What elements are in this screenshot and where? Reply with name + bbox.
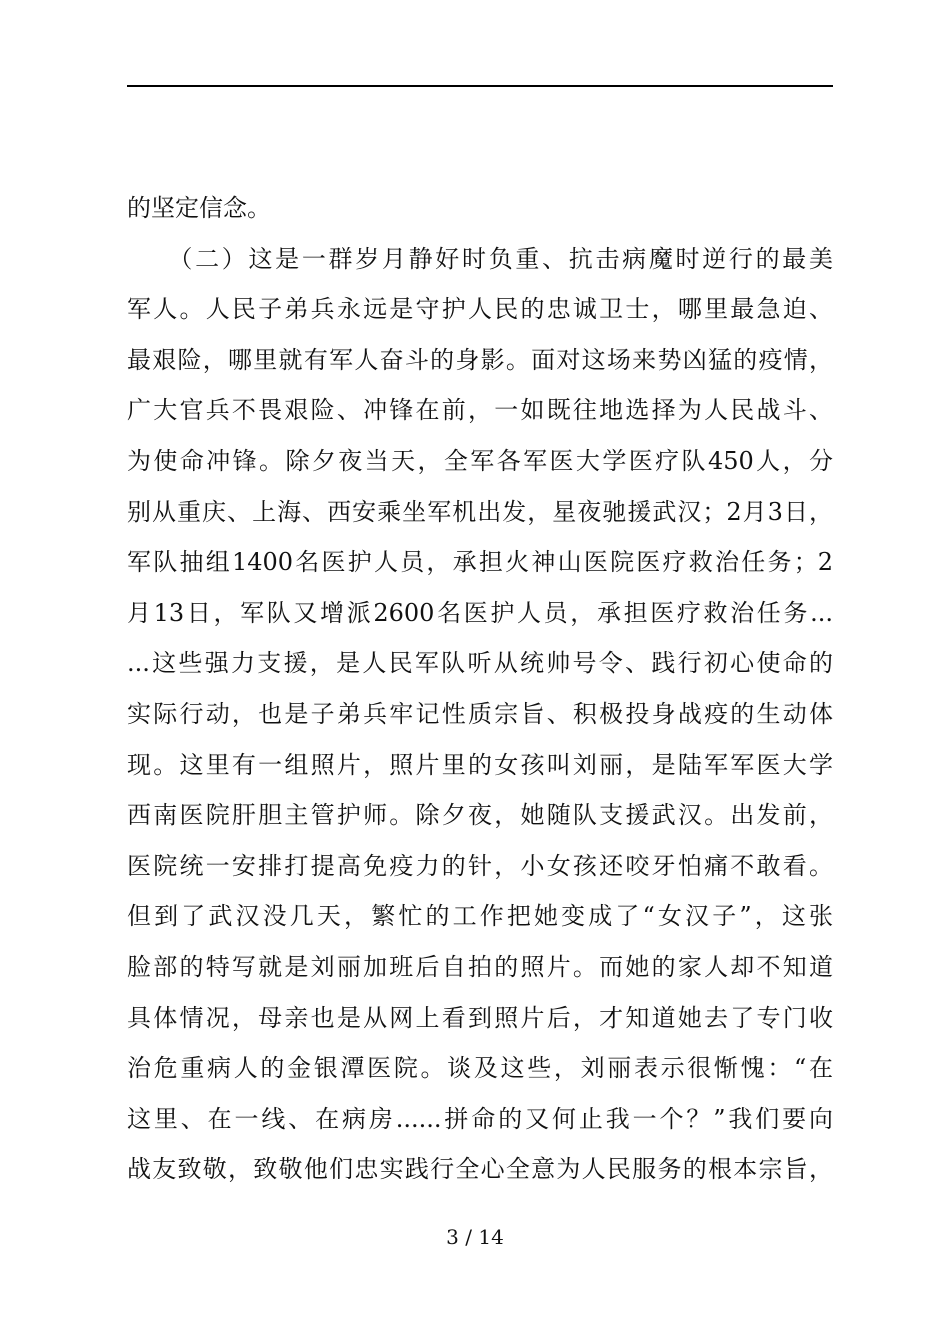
text-line: 具体情况，母亲也是从网上看到照片后，才知道她去了专门收 (127, 1003, 833, 1032)
text-line: 战友致敬，致敬他们忠实践行全心全意为人民服务的根本宗旨， (127, 1155, 833, 1184)
text-line: 别从重庆、上海、西安乘坐军机出发，星夜驰援武汉；2月3日， (127, 497, 833, 526)
text-line: 西南医院肝胆主管护师。除夕夜，她随队支援武汉。出发前， (127, 801, 833, 830)
text-line: 治危重病人的金银潭医院。谈及这些，刘丽表示很惭愧：“在 (127, 1054, 833, 1083)
text-line: 军队抽组1400名医护人员，承担火神山医院医疗救治任务；2 (127, 548, 833, 577)
text-line: 的坚定信念。 (127, 194, 271, 222)
text-line: 医院统一安排打提高免疫力的针，小女孩还咬牙怕痛不敢看。 (127, 851, 833, 880)
text-line: （二）这是一群岁月静好时负重、抗击病魔时逆行的最美 (127, 244, 833, 273)
text-line: 为使命冲锋。除夕夜当天，全军各军医大学医疗队450人，分 (127, 446, 833, 475)
text-line: 月13日，军队又增派2600名医护人员，承担医疗救治任务... (127, 598, 833, 627)
text-line: 最艰险，哪里就有军人奋斗的身影。面对这场来势凶猛的疫情， (127, 345, 833, 374)
header-rule (127, 85, 833, 87)
text-line: 脸部的特写就是刘丽加班后自拍的照片。而她的家人却不知道 (127, 952, 833, 981)
page-number: 3 / 14 (446, 1225, 504, 1249)
text-line: 实际行动，也是子弟兵牢记性质宗旨、积极投身战疫的生动体 (127, 699, 833, 728)
document-body (127, 183, 833, 1195)
text-line: 军人。人民子弟兵永远是守护人民的忠诚卫士，哪里最急迫、 (127, 295, 833, 324)
text-line: 但到了武汉没几天，繁忙的工作把她变成了“女汉子”，这张 (127, 902, 833, 931)
text-line: 这里、在一线、在病房......拼命的又何止我一个？”我们要向 (127, 1104, 833, 1133)
text-line: 广大官兵不畏艰险、冲锋在前，一如既往地选择为人民战斗、 (127, 396, 833, 425)
text-line: 现。这里有一组照片，照片里的女孩叫刘丽，是陆军军医大学 (127, 750, 833, 779)
text-line: ...这些强力支援，是人民军队听从统帅号令、践行初心使命的 (127, 649, 833, 678)
